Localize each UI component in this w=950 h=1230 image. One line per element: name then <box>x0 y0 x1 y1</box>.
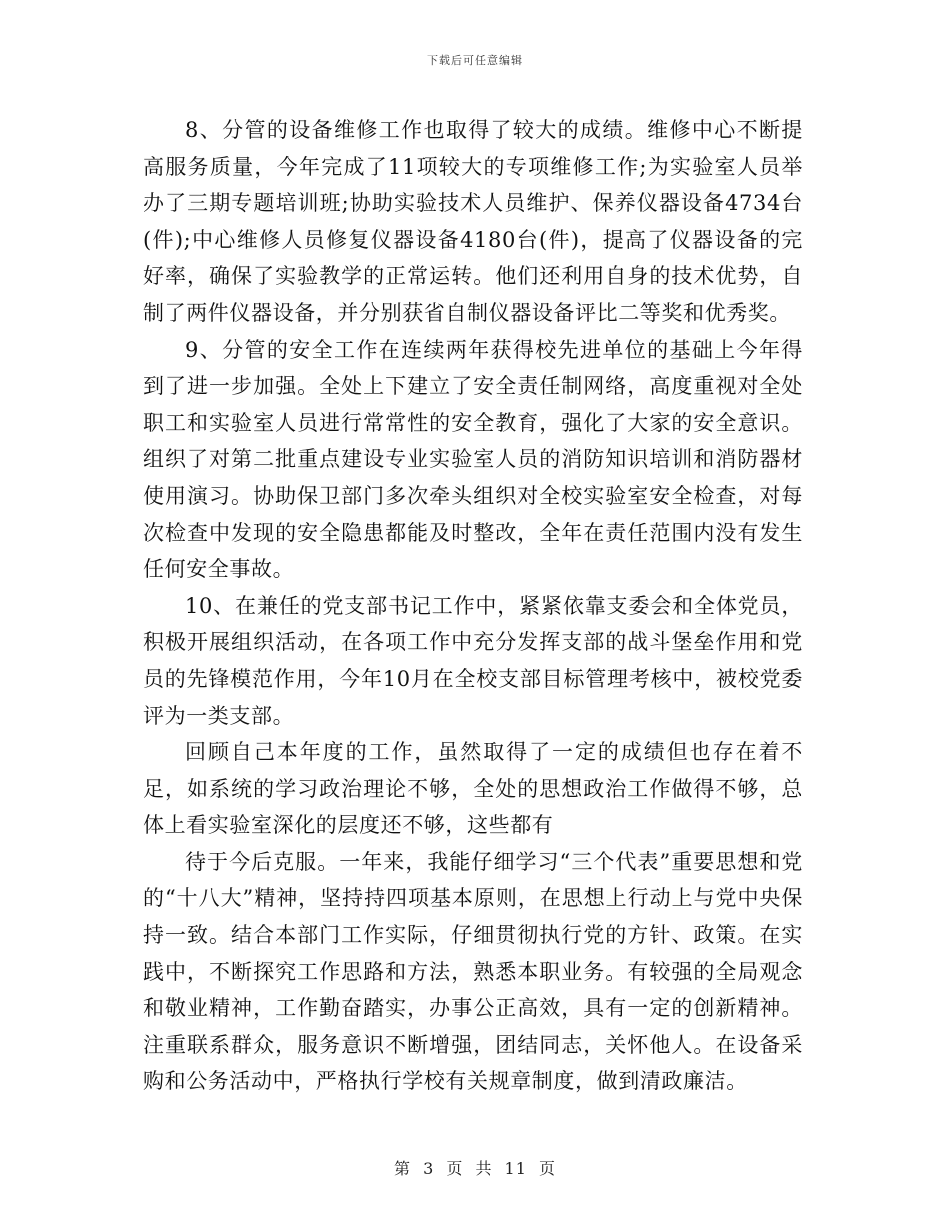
paragraph-item-9: 9、分管的安全工作在连续两年获得校先进单位的基础上今年得到了进一步加强。全处上下建立了安全责任制网络，高度重视对全处职工和实验室人员进行常常性的安全教育，强化了大家的安全意识。组织了对第二批重点建设专业实验室人员的消防知识培训和消防器材使用演习。协助保卫部门多次牵头组织对全校实验室安全检查，对每次检查中发现的安全隐患都能及时整改，全年在责任范围内没有发生任何安全事故。 <box>143 337 803 582</box>
paragraph-item-10: 10、在兼任的党支部书记工作中，紧紧依靠支委会和全体党员，积极开展组织活动，在各项工作中充分发挥支部的战斗堡垒作用和党员的先锋模范作用，今年10月在全校支部目标管理考核中，被校党委评为一类支部。 <box>143 593 803 728</box>
download-note: 下载后可任意编辑 <box>427 54 523 67</box>
document-body <box>143 112 803 1100</box>
paragraph-item-8: 8、分管的设备维修工作也取得了较大的成绩。维修中心不断提高服务质量，今年完成了11项较大的专项维修工作;为实验室人员举办了三期专题培训班;协助实验技术人员维护、保养仪器设备4734台(件);中心维修人员修复仪器设备4180台(件)，提高了仪器设备的完好率，确保了实验教学的正常运转。他们还利用自身的技术优势，自制了两件仪器设备，并分别获省自制仪器设备评比二等奖和优秀奖。 <box>143 118 803 325</box>
page-number: 第 3 页 共 11 页 <box>394 1159 556 1178</box>
paragraph-review: 回顾自己本年度的工作，虽然取得了一定的成绩但也存在着不足，如系统的学习政治理论不够，全处的思想政治工作做得不够，总体上看实验室深化的层度还不够，这些都有 <box>143 740 803 838</box>
paragraph-continuation: 待于今后克服。一年来，我能仔细学习“三个代表”重要思想和党的“十八大”精神，坚持持四项基本原则，在思想上行动上与党中央保持一致。结合本部门工作实际，仔细贯彻执行党的方针、政策。在实践中，不断探究工作思路和方法，熟悉本职业务。有较强的全局观念和敬业精神，工作勤奋踏实，办事公正高效，具有一定的创新精神。注重联系群众，服务意识不断增强，团结同志，关怀他人。在设备采购和公务活动中，严格执行学校有关规章制度，做到清政廉洁。 <box>143 849 803 1094</box>
